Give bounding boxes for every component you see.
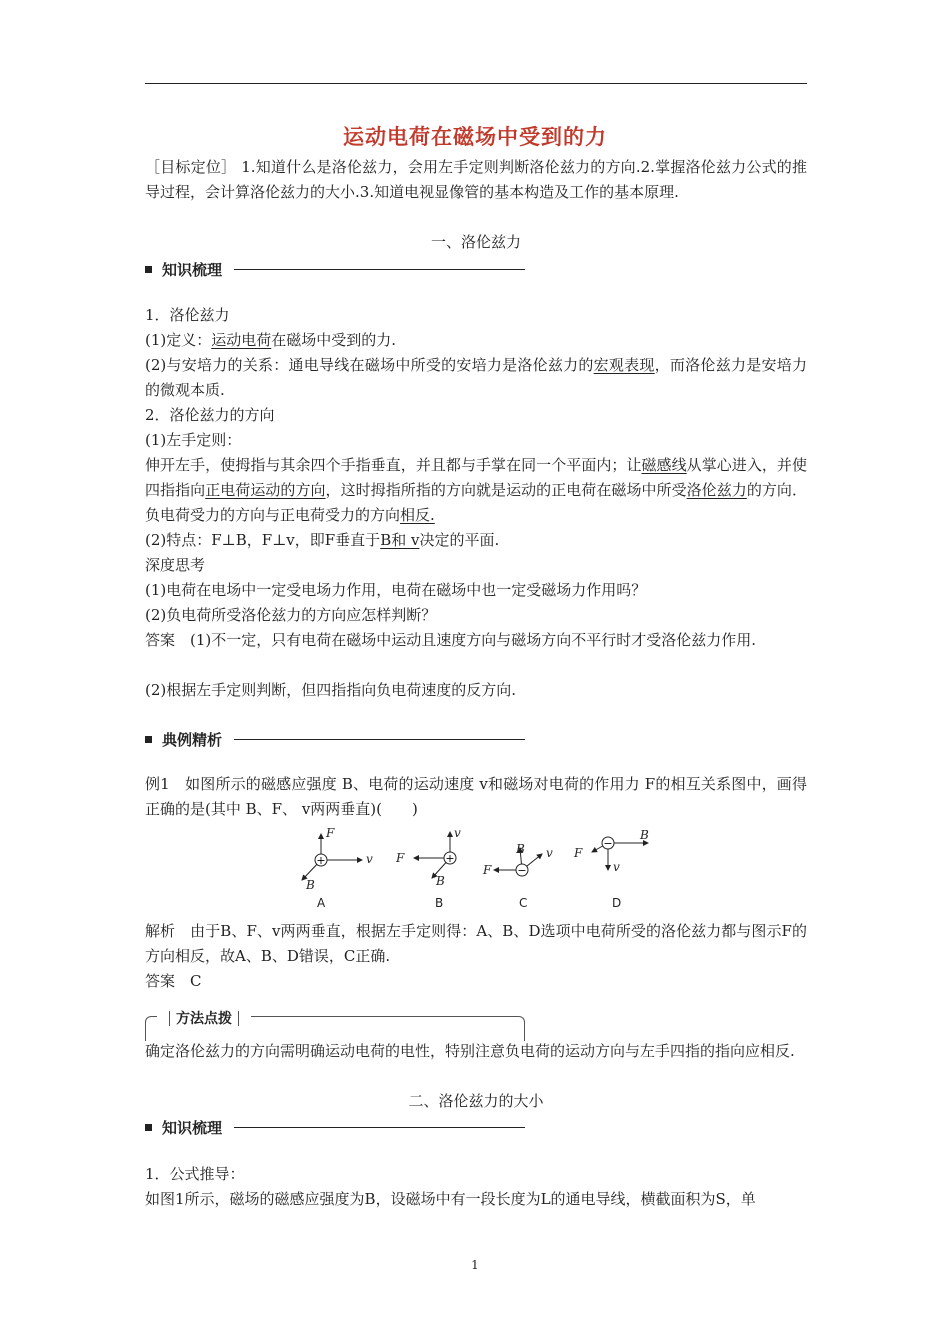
question-1: (1)电荷在电场中一定受电场力作用，电荷在磁场中也一定受磁场力作用吗？ xyxy=(145,581,647,599)
label-v: v xyxy=(613,860,620,874)
label-f: F xyxy=(483,863,492,877)
label-v: v xyxy=(454,826,461,840)
page-title: 运动电荷在磁场中受到的力 xyxy=(343,125,607,149)
p2-1: (1)左手定则： xyxy=(145,431,242,449)
section-knowledge-2: 知识梳理 xyxy=(145,1116,525,1138)
p2-2: (2)特点：F⊥B，F⊥v，即F垂直于B和 v决定的平面. xyxy=(145,531,500,549)
label-b: B xyxy=(436,874,445,888)
square-bullet-icon xyxy=(145,736,152,743)
p1-1: (1)定义：运动电荷在磁场中受到的力. xyxy=(145,331,397,349)
label-f: F xyxy=(326,826,335,840)
caption-a: A xyxy=(317,896,326,910)
section-examples: 典例精析 xyxy=(145,728,525,750)
page-number: 1 xyxy=(471,1258,479,1272)
analysis: 解析 由于B、F、v两两垂直，根据左手定则得：A、B、D选项中电荷所受的洛伦兹力都与图示F的方向相反，故A、B、D错误，C正确. xyxy=(145,922,807,965)
svg-text:+: + xyxy=(316,854,326,867)
answer-2: (2)根据左手定则判断，但四指指向负电荷速度的反方向. xyxy=(145,681,517,699)
figure-options xyxy=(290,826,660,914)
part1-heading: 一、洛伦兹力 xyxy=(430,233,521,251)
label-b: B xyxy=(640,828,649,842)
method-tag: 方法点拨 xyxy=(176,1011,232,1027)
p3-body: 如图1所示，磁场的磁感应强度为B，设磁场中有一段长度为L的通电导线，横截面积为S，单 xyxy=(145,1190,756,1208)
figure-c xyxy=(480,826,560,896)
method-text: 确定洛伦兹力的方向需明确运动电荷的电性，特别注意负电荷的运动方向与左手四指的指向应相反. xyxy=(145,1042,795,1060)
deep-thinking: 深度思考 xyxy=(145,556,206,574)
label-v: v xyxy=(546,846,553,860)
svg-text:+: + xyxy=(445,852,455,865)
example-1: 例1 如图所示的磁感应强度 B、电荷的运动速度 v和磁场对电荷的作用力 F的相互关系图中，画得正确的是(其中 B、F、 v两两垂直)( ) xyxy=(145,775,807,818)
svg-text:−: − xyxy=(603,837,613,850)
p3: 1．公式推导： xyxy=(145,1165,245,1183)
objectives: ［目标定位］ 1.知道什么是洛伦兹力，会用左手定则判断洛伦兹力的方向.2.掌握洛伦兹力公式的推导过程，会计算洛伦兹力的大小.3.知道电视显像管的基本构造及工作的基本原理. xyxy=(145,158,807,201)
p2: 2．洛伦兹力的方向 xyxy=(145,406,275,424)
label-b: B xyxy=(516,842,525,856)
label-b: B xyxy=(306,878,315,892)
p2-body: 伸开左手，使拇指与其余四个手指垂直，并且都与手掌在同一个平面内；让磁感线从掌心进入，并使四指指向正电荷运动的方向，这时拇指所指的方向就是运动的正电荷在磁场中所受洛伦兹力的方向．负电荷受力的方向与正电荷受力的方向相反. xyxy=(145,456,807,524)
caption-c: C xyxy=(519,896,528,910)
answer: 答案 C xyxy=(145,972,202,990)
svg-text:−: − xyxy=(517,864,527,877)
label-f: F xyxy=(396,851,405,865)
question-2: (2)负电荷所受洛伦兹力的方向应怎样判断？ xyxy=(145,606,437,624)
section-knowledge-1: 知识梳理 xyxy=(145,258,525,280)
square-bullet-icon xyxy=(145,1124,152,1131)
label-f: F xyxy=(574,846,583,860)
label-v: v xyxy=(366,852,373,866)
caption-d: D xyxy=(612,896,622,910)
p1: 1．洛伦兹力 xyxy=(145,306,230,324)
square-bullet-icon xyxy=(145,266,152,273)
part2-heading: 二、洛伦兹力的大小 xyxy=(408,1092,544,1110)
p1-2: (2)与安培力的关系：通电导线在磁场中所受的安培力是洛伦兹力的宏观表现，而洛伦兹力是安培力的微观本质. xyxy=(145,356,807,399)
method-box xyxy=(145,1008,523,1034)
header-rule xyxy=(145,83,807,84)
caption-b: B xyxy=(435,896,444,910)
answer-1: 答案 (1)不一定，只有电荷在磁场中运动且速度方向与磁场方向不平行时才受洛伦兹力作用. xyxy=(145,631,757,649)
